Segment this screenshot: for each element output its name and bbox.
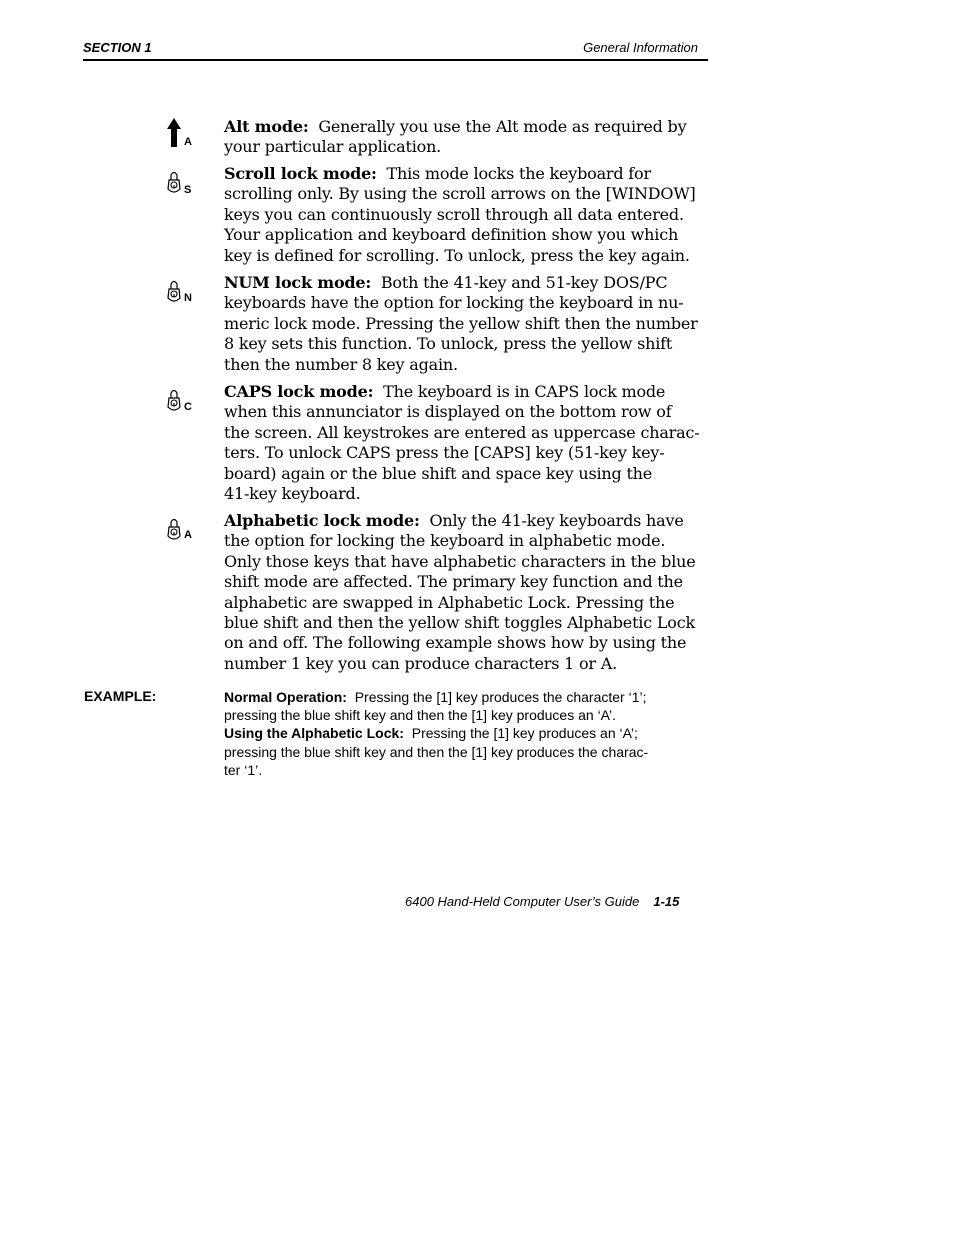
num-lock-entry	[224, 273, 714, 375]
entry-line: Generally you use the Alt mode as required by	[318, 117, 687, 136]
entry-line: the screen. All keystrokes are entered as uppercase charac-	[224, 422, 700, 442]
annunciator-letter: S	[184, 184, 192, 196]
example-line: Pressing the [1] key produces the character ‘1’;	[354, 689, 647, 705]
entry-line: Your application and keyboard definition show you which	[224, 225, 679, 245]
alt-mode-entry	[224, 117, 714, 158]
entry-line: key is defined for scrolling. To unlock, press the key again.	[224, 245, 690, 265]
alphabetic-lock-entry	[224, 511, 714, 674]
lock-icon	[166, 517, 196, 551]
entry-line: ters. To unlock CAPS press the [CAPS] key (51-key key-	[224, 443, 665, 463]
entry-heading: CAPS lock mode:	[224, 382, 374, 401]
entry-line: board) again or the blue shift and space key using the	[224, 463, 653, 483]
page-number: 1-15	[653, 894, 680, 909]
caps-lock-entry	[224, 382, 714, 504]
example-heading: Using the Alphabetic Lock:	[224, 725, 404, 742]
entry-line: The keyboard is in CAPS lock mode	[383, 382, 666, 401]
lock-icon	[166, 388, 196, 422]
entry-line: shift mode are affected. The primary key function and the	[224, 572, 683, 592]
alt-arrow-icon	[166, 118, 196, 152]
entry-line: Only the 41-key keyboards have	[429, 511, 684, 530]
entry-heading: NUM lock mode:	[224, 273, 372, 292]
entry-line: blue shift and then the yellow shift toggles Alphabetic Lock	[224, 613, 695, 633]
entry-line: 41-key keyboard.	[224, 484, 361, 504]
lock-icon	[166, 170, 196, 204]
example-label: EXAMPLE:	[84, 688, 157, 704]
entry-line: alphabetic are swapped in Alphabetic Lock. Pressing the	[224, 592, 675, 612]
entry-line: then the number 8 key again.	[224, 354, 458, 374]
example-heading: Normal Operation:	[224, 689, 347, 705]
example-line: pressing the blue shift key and then the [1] key produces an ‘A’.	[224, 707, 616, 724]
entry-line: your particular application.	[224, 137, 442, 157]
annunciator-letter: A	[184, 529, 192, 541]
entry-line: Only those keys that have alphabetic characters in the blue	[224, 551, 696, 571]
example-body	[224, 688, 704, 779]
entry-line: on and off. The following example shows how by using the	[224, 633, 687, 653]
entry-line: This mode locks the keyboard for	[386, 164, 651, 183]
scroll-lock-entry	[224, 164, 714, 266]
example-line: pressing the blue shift key and then the [1] key produces the charac-	[224, 743, 649, 760]
page-header	[83, 39, 708, 61]
entry-line: when this annunciator is displayed on the bottom row of	[224, 402, 672, 422]
annunciator-letter: C	[184, 401, 192, 413]
section-label: SECTION 1	[83, 40, 152, 55]
entry-line: keyboards have the option for locking the keyboard in nu-	[224, 293, 684, 313]
header-title: General Information	[583, 40, 698, 55]
entry-line: scrolling only. By using the scroll arrows on the [WINDOW]	[224, 184, 696, 204]
entry-line: number 1 key you can produce characters 1 or A.	[224, 653, 617, 673]
entry-heading: Alt mode:	[224, 117, 309, 136]
guide-title: 6400 Hand-Held Computer User’s Guide	[405, 894, 640, 909]
example-line: ter ‘1’.	[224, 761, 263, 778]
annunciator-letter: A	[184, 136, 192, 148]
entry-line: 8 key sets this function. To unlock, press the yellow shift	[224, 334, 673, 354]
entry-line: meric lock mode. Pressing the yellow shift then the number	[224, 313, 698, 333]
page-footer	[405, 894, 705, 909]
annunciator-letter: N	[184, 292, 192, 304]
entry-line: keys you can continuously scroll through all data entered.	[224, 204, 684, 224]
entry-line: Both the 41-key and 51-key DOS/PC	[380, 273, 668, 292]
entry-line: the option for locking the keyboard in alphabetic mode.	[224, 531, 666, 551]
lock-icon	[166, 279, 196, 313]
entry-heading: Alphabetic lock mode:	[224, 511, 420, 530]
entry-heading: Scroll lock mode:	[224, 164, 377, 183]
example-line: Pressing the [1] key produces an ‘A’;	[411, 725, 638, 742]
